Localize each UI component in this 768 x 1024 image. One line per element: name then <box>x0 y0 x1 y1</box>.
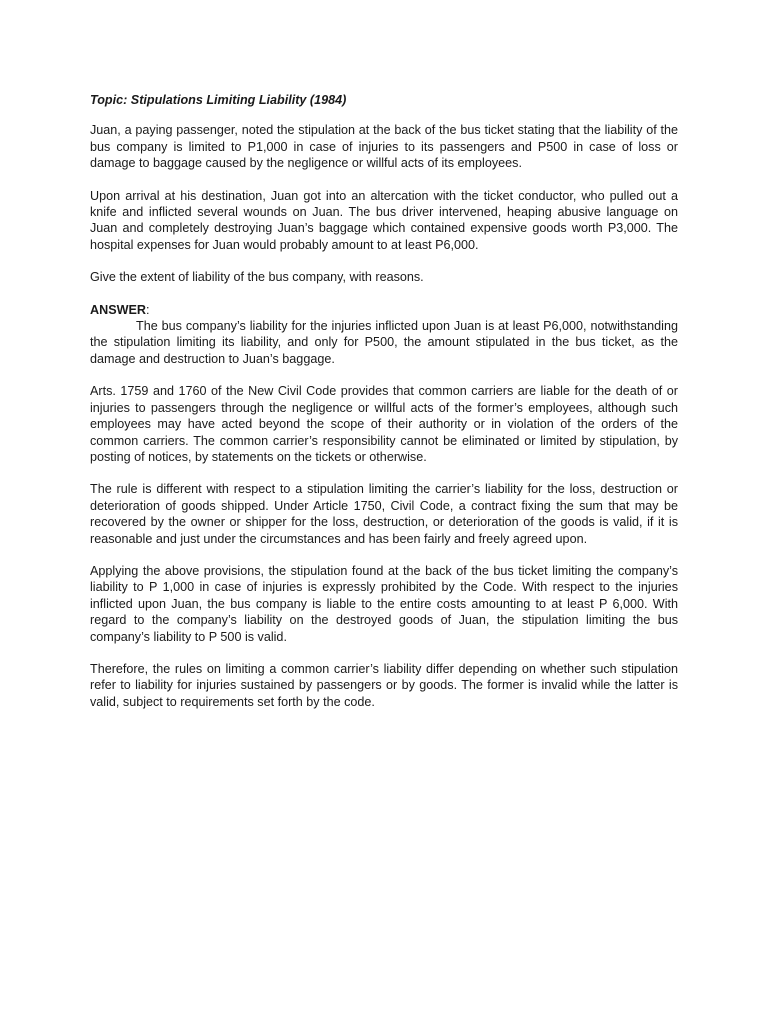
answer-paragraph-4: Applying the above provisions, the stipulation found at the back of the bus ticket limiting the company’s liability to P 1,000 in case of injuries is expressly prohibited by the Code. With respect to the injuries inflicted upon Juan, the bus company is liable to the entire costs amounting to at least P 6,000. With regard to the company’s liability on the destroyed goods of Juan, the stipulation limiting the bus company’s liability to P 500 is valid. <box>90 563 678 644</box>
question-paragraph-2: Upon arrival at his destination, Juan got into an altercation with the ticket conductor, who pulled out a knife and inflicted several wounds on Juan. The bus driver intervened, heaping abusive language on Juan and completely destroying Juan’s baggage which contained expensive goods worth P3,000. The hospital expenses for Juan would probably amount to at least P6,000. <box>90 188 678 252</box>
answer-paragraph-5: Therefore, the rules on limiting a common carrier’s liability differ depending on whether such stipulation refer to liability for injuries sustained by passengers or by goods. The former is invalid while the latter is valid, subject to requirements set forth by the code. <box>90 661 678 709</box>
answer-paragraph-1: The bus company’s liability for the injuries inflicted upon Juan is at least P6,000, notwithstanding the stipulation limiting its liability, and only for P500, the amount stipulated in the bus ticket, as the damage and destruction to Juan’s baggage. <box>90 319 678 366</box>
answer-colon: : <box>145 302 150 317</box>
answer-label: ANSWER <box>90 302 146 317</box>
question-paragraph-1: Juan, a paying passenger, noted the stipulation at the back of the bus ticket stating that the liability of the bus company is limited to P1,000 in case of injuries to its passengers and P500 in case of loss or damage to baggage caused by the negligence or willful acts of its employees. <box>90 123 678 171</box>
answer-paragraph-2: Arts. 1759 and 1760 of the New Civil Code provides that common carriers are liable for the death of or injuries to passengers through the negligence or willful acts of the former’s employees, although such employees may have acted beyond the scope of their authority or in violation of the orders of the common carriers. The common carrier’s responsibility cannot be eliminated or limited by stipulation, by posting of notices, by statements on the tickets or otherwise. <box>90 384 678 464</box>
question-paragraph-3: Give the extent of liability of the bus company, with reasons. <box>90 270 424 285</box>
document-page <box>90 92 678 726</box>
answer-paragraph-3: The rule is different with respect to a stipulation limiting the carrier’s liability for the loss, destruction or deterioration of goods shipped. Under Article 1750, Civil Code, a contract fixing the sum that may be recovered by the owner or shipper for the loss, destruction, or deterioration of the goods is valid, if it is reasonable and just under the circumstances and has been fairly and freely agreed upon. <box>90 482 678 546</box>
answer-heading <box>90 302 678 318</box>
topic-heading: Topic: Stipulations Limiting Liability (1984) <box>90 93 347 107</box>
